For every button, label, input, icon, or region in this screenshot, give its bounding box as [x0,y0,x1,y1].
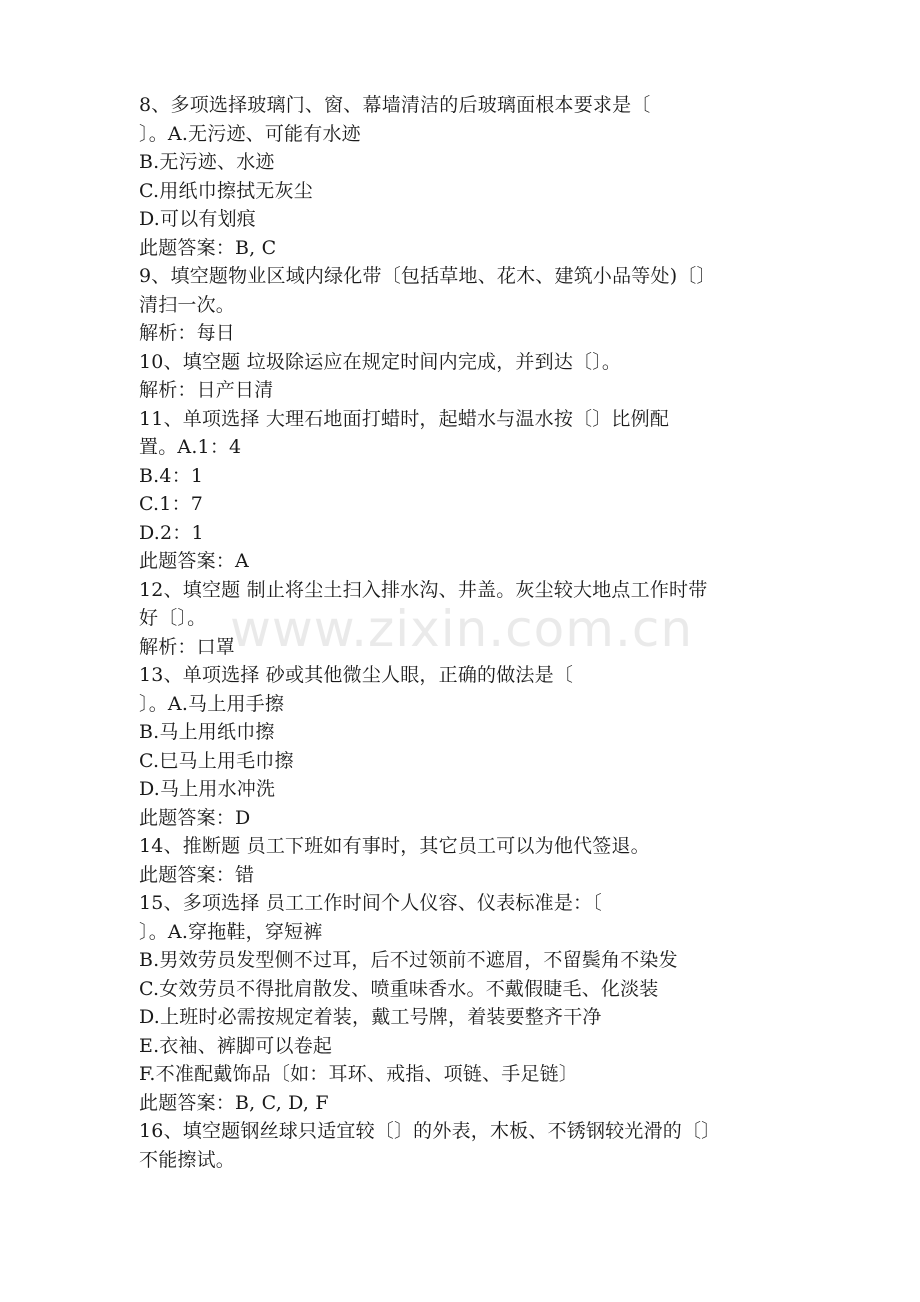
text-line: B.4：1 [139,464,204,487]
text-line: 不能擦试。 [139,1148,236,1171]
watermark: www.zixin.com.cn [230,600,694,658]
text-line: 16、填空题钢丝球只适宜较〔〕的外表，木板、不锈钢较光滑的〔〕 [139,1120,721,1142]
text-line: 11、单项选择 大理石地面打蜡时，起蜡水与温水按〔〕比例配 [139,407,670,430]
text-line: 清扫一次。 [139,293,236,316]
text-line: D.上班时必需按规定着装，戴工号牌，着装要整齐干净 [139,1006,602,1028]
text-line: B.无污迹、水迹 [139,151,275,173]
text-line: C.1：7 [139,493,204,515]
text-line: C.用纸巾擦拭无灰尘 [139,179,313,202]
text-line: 9、填空题物业区域内绿化带〔包括草地、花木、建筑小品等处)〔〕 [139,265,716,287]
text-line: 15、多项选择 员工工作时间个人仪容、仪表标准是：〔 [139,892,602,914]
text-line: 12、填空题 制止将尘土扫入排水沟、井盖。灰尘较大地点工作时带 [139,578,708,601]
text-line: 〕。A.无污迹、可能有水迹 [139,122,361,145]
text-line: D.可以有划痕 [139,208,256,230]
text-line: 此题答案：B, C [139,236,277,259]
text-line: 解析：日产日清 [139,379,274,401]
document-body [139,91,799,1174]
text-line: B.马上用纸巾擦 [139,721,275,743]
text-line: F.不准配戴饰品〔如：耳环、戒指、项链、手足链〕 [139,1063,579,1085]
text-line: 〕。A.穿拖鞋，穿短裤 [139,920,323,943]
text-line: 好〔〕。 [139,607,207,629]
text-line: 解析：口罩 [139,635,236,658]
text-line: 10、填空题 垃圾除运应在规定时间内完成，并到达〔〕。 [139,350,622,373]
text-line: 置。A.1：4 [139,436,242,458]
text-line: 此题答案：错 [139,863,255,886]
text-line: 8、多项选择玻璃门、窗、幕墙清洁的后玻璃面根本要求是〔 [139,94,651,116]
text-line: C.女效劳员不得批肩散发、喷重味香水。不戴假睫毛、化淡装 [139,977,659,1000]
text-line: 此题答案：A [139,550,249,572]
text-line: E.衣袖、裤脚可以卷起 [139,1034,333,1057]
text-line: B.男效劳员发型侧不过耳，后不过领前不遮眉，不留鬓角不染发 [139,949,678,971]
text-line: 13、单项选择 砂或其他微尘人眼，正确的做法是〔 [139,664,574,686]
text-line: D.马上用水冲洗 [139,778,276,800]
text-line: 此题答案：D [139,806,251,829]
text-line: D.2：1 [139,521,204,544]
text-line: 解析：每日 [139,322,236,344]
text-line: C.巳马上用毛巾擦 [139,749,294,772]
text-line: 此题答案：B, C, D, F [139,1091,329,1114]
text-line: 14、推断题 员工下班如有事时，其它员工可以为他代签退。 [139,835,650,857]
text-line: 〕。A.马上用手擦 [139,692,285,715]
